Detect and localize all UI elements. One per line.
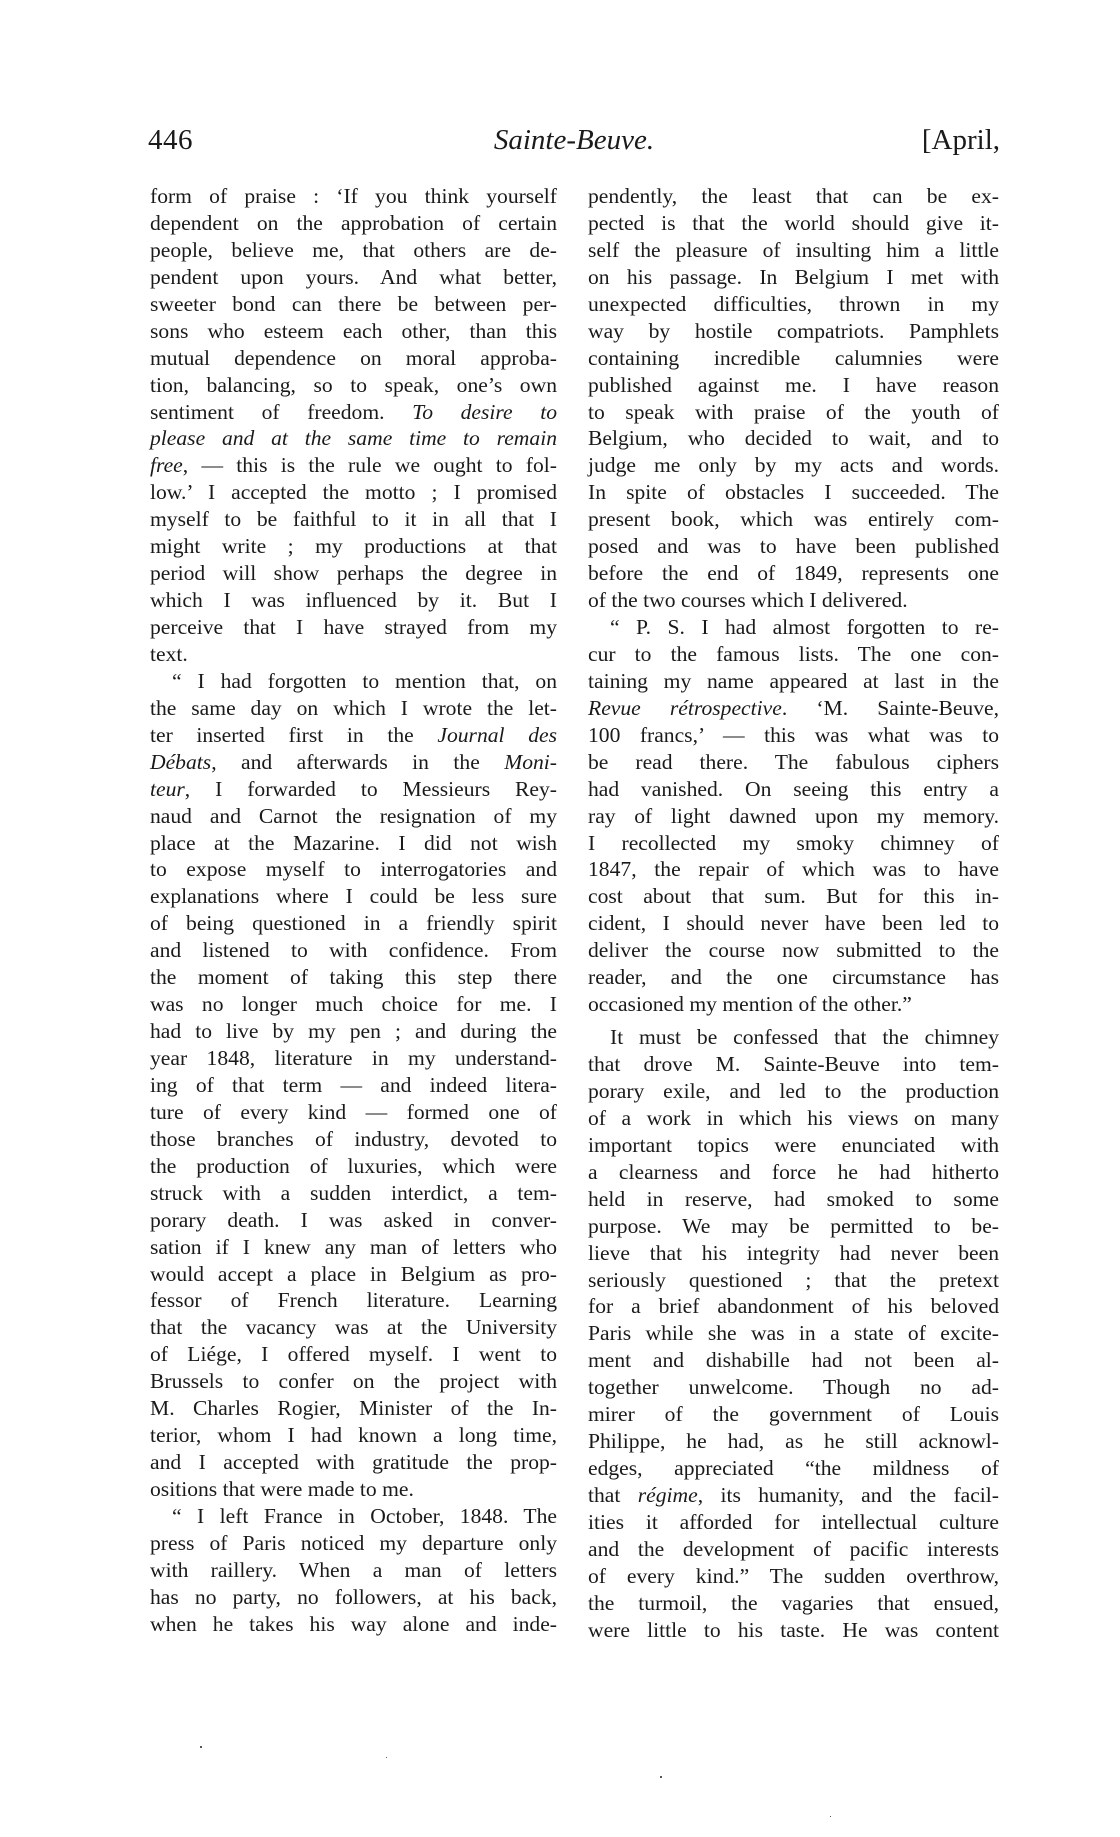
text-line <box>150 291 557 318</box>
text-line <box>588 1617 999 1644</box>
scan-speck <box>660 1776 662 1778</box>
text-segment: 100 francs,’ — this was what was to <box>588 722 999 747</box>
text-line <box>150 1341 557 1368</box>
text-line <box>150 372 557 399</box>
text-line <box>588 722 999 749</box>
text-segment: Paris while she was in a state of excite- <box>588 1321 999 1346</box>
text-line <box>588 1455 999 1482</box>
text-segment: dependent on the approbation of certain <box>150 210 557 235</box>
text-line <box>588 425 999 452</box>
text-segment: with raillery. When a man of letters <box>150 1557 557 1582</box>
text-line <box>588 856 999 883</box>
text-segment: way by hostile compatriots. Pamphlets <box>588 318 999 343</box>
text-segment: would accept a place in Belgium as pro- <box>150 1261 557 1286</box>
text-line <box>150 1261 557 1288</box>
text-line <box>588 183 999 210</box>
text-segment: before the end of 1849, represents one <box>588 561 999 586</box>
text-segment: unexpected difficulties, thrown in my <box>588 291 999 316</box>
text-segment: sation if I knew any man of letters who <box>150 1234 557 1259</box>
italic-text: Journal des <box>437 722 557 747</box>
text-line <box>588 883 999 910</box>
text-line <box>588 1186 999 1213</box>
text-segment: , I forwarded to Messieurs Rey- <box>184 776 557 801</box>
text-line <box>588 452 999 479</box>
text-line <box>150 399 557 426</box>
text-line <box>150 668 557 695</box>
text-segment: ities it afforded for intellectual culture <box>588 1509 999 1534</box>
text-segment: had to live by my pen ; and during the <box>150 1019 557 1044</box>
text-segment: M. Charles Rogier, Minister of the In- <box>150 1396 557 1421</box>
text-segment: occasioned my mention of the other.” <box>588 992 912 1017</box>
text-segment: struck with a sudden interdict, a tem- <box>150 1180 557 1205</box>
text-line <box>150 1287 557 1314</box>
text-segment: porary exile, and led to the production <box>588 1078 999 1103</box>
text-line <box>588 1374 999 1401</box>
text-segment: mirer of the government of Louis <box>588 1402 999 1427</box>
text-segment: pendent upon yours. And what better, <box>150 264 557 289</box>
text-segment: Philippe, he had, as he still acknowl- <box>588 1429 999 1454</box>
text-segment: ing of that term — and indeed litera- <box>150 1072 557 1097</box>
italic-text: To desire to <box>412 399 558 424</box>
text-line <box>150 183 557 210</box>
running-head <box>148 122 1000 158</box>
text-line <box>150 479 557 506</box>
text-segment: press of Paris noticed my departure only <box>150 1530 557 1555</box>
text-column-left <box>150 183 557 1638</box>
text-segment: mutual dependence on moral approba- <box>150 345 557 370</box>
text-segment: was no longer much choice for me. I <box>150 992 557 1017</box>
text-line <box>588 937 999 964</box>
text-segment: ray of light dawned upon my memory. <box>588 803 999 828</box>
text-line <box>150 1422 557 1449</box>
running-title: Sainte-Beuve. <box>493 124 655 156</box>
text-line <box>588 1267 999 1294</box>
text-line <box>588 533 999 560</box>
text-segment: present book, which was entirely com- <box>588 507 999 532</box>
text-line <box>150 722 557 749</box>
text-segment: cident, I should never have been led to <box>588 911 999 936</box>
text-line <box>588 587 999 614</box>
text-segment: deliver the course now submitted to the <box>588 938 999 963</box>
text-line <box>150 1234 557 1261</box>
text-line <box>150 1180 557 1207</box>
italic-text: Débats <box>150 749 212 774</box>
text-line <box>150 345 557 372</box>
issue-month: [April, <box>921 124 1000 156</box>
text-line <box>150 1557 557 1584</box>
text-segment: purpose. We may be permitted to be- <box>588 1213 999 1238</box>
text-line <box>150 776 557 803</box>
text-segment: containing incredible calumnies were <box>588 345 999 370</box>
text-line <box>150 1072 557 1099</box>
text-segment: year 1848, literature in my understand- <box>150 1046 557 1070</box>
text-line <box>150 749 557 776</box>
text-segment: Belgium, who decided to wait, and to <box>588 426 999 451</box>
text-line <box>588 372 999 399</box>
text-segment: , and afterwards in the <box>211 749 505 774</box>
text-segment: It must be confessed that the chimney <box>610 1025 999 1050</box>
italic-text: Moni- <box>504 749 557 774</box>
text-segment: has no party, no followers, at his back, <box>150 1584 557 1609</box>
text-segment: cost about that sum. But for this in- <box>588 884 999 909</box>
text-segment: “ P. S. I had almost forgotten to re- <box>610 615 999 639</box>
text-segment: self the pleasure of insulting him a little <box>588 237 999 262</box>
text-segment: together unwelcome. Though no ad- <box>588 1375 999 1400</box>
text-segment: held in reserve, had smoked to some <box>588 1186 999 1211</box>
italic-text: please and at the same time to remain <box>150 426 557 451</box>
text-line <box>150 856 557 883</box>
text-line <box>150 1018 557 1045</box>
text-segment: were little to his taste. He was content <box>588 1617 999 1642</box>
text-segment: for a brief abandonment of his beloved <box>588 1294 999 1319</box>
text-segment: I recollected my smoky chimney of <box>588 830 999 855</box>
text-line <box>588 1320 999 1347</box>
text-line <box>588 1536 999 1563</box>
italic-text: régime <box>637 1483 698 1507</box>
text-segment: In spite of obstacles I succeeded. The <box>588 480 999 505</box>
text-line <box>150 937 557 964</box>
text-segment: had vanished. On seeing this entry a <box>588 776 999 801</box>
text-line <box>150 318 557 345</box>
text-segment: posed and was to have been published <box>588 534 999 559</box>
text-segment: place at the Mazarine. I did not wish <box>150 830 557 855</box>
text-segment: judge me only by my acts and words. <box>588 453 999 478</box>
text-segment: of every kind.” The sudden overthrow, <box>588 1563 999 1588</box>
text-segment: edges, appreciated “the mildness of <box>588 1456 999 1481</box>
text-segment: to expose myself to interrogatories and <box>150 857 557 882</box>
text-segment: and I accepted with gratitude the prop- <box>150 1450 557 1475</box>
text-segment: sentiment of freedom. <box>150 399 413 424</box>
text-segment: important topics were enunciated with <box>588 1132 999 1157</box>
text-line <box>150 587 557 614</box>
text-segment: low.’ I accepted the motto ; I promised <box>150 480 557 505</box>
italic-text: Revue rétrospective <box>588 695 782 720</box>
text-segment: “ I had forgotten to mention that, on <box>172 668 557 693</box>
text-line <box>150 1530 557 1557</box>
text-segment: ture of every kind — formed one of <box>150 1099 557 1124</box>
text-line <box>588 1563 999 1590</box>
text-line <box>150 614 557 641</box>
text-segment: the turmoil, the vagaries that ensued, <box>588 1590 999 1615</box>
text-segment: , — this is the rule we ought to fol- <box>182 453 557 478</box>
text-line <box>588 830 999 857</box>
text-segment: people, believe me, that others are de- <box>150 237 557 262</box>
text-line <box>150 964 557 991</box>
text-column-right <box>588 183 999 1644</box>
text-line <box>150 1476 557 1503</box>
text-line <box>150 1611 557 1638</box>
text-line <box>588 1428 999 1455</box>
text-segment: seriously questioned ; that the pretext <box>588 1267 999 1292</box>
text-segment: the production of luxuries, which were <box>150 1153 557 1178</box>
text-segment: . ‘M. Sainte-Beuve, <box>781 695 1000 720</box>
text-line <box>588 237 999 264</box>
text-line <box>588 641 999 668</box>
text-segment: the moment of taking this step there <box>150 965 557 990</box>
text-line <box>588 1078 999 1105</box>
text-segment: that the vacancy was at the University <box>150 1315 557 1340</box>
text-line <box>588 695 999 722</box>
text-line <box>588 560 999 587</box>
text-line <box>588 1105 999 1132</box>
text-segment: might write ; my productions at that <box>150 534 557 559</box>
text-line <box>150 506 557 533</box>
text-segment: sons who esteem each other, than this <box>150 318 557 343</box>
text-line <box>588 991 999 1018</box>
text-line <box>588 291 999 318</box>
text-line <box>588 345 999 372</box>
scan-speck <box>200 1746 202 1748</box>
text-line <box>588 1401 999 1428</box>
text-line <box>150 264 557 291</box>
text-line <box>150 210 557 237</box>
text-segment: the same day on which I wrote the let- <box>150 695 557 720</box>
text-segment: Brussels to confer on the project with <box>150 1369 557 1394</box>
text-line <box>588 1051 999 1078</box>
text-line <box>150 910 557 937</box>
text-segment: published against me. I have reason <box>588 372 999 397</box>
text-segment: sweeter bond can there be between per- <box>150 291 557 316</box>
text-line <box>588 1590 999 1617</box>
text-segment: form of praise : ‘If you think yourself <box>150 184 557 208</box>
scan-speck <box>830 1816 831 1817</box>
text-segment: perceive that I have strayed from my <box>150 615 557 639</box>
text-line <box>588 803 999 830</box>
text-segment: ter inserted first in the <box>150 722 438 747</box>
text-line <box>588 318 999 345</box>
text-line <box>588 776 999 803</box>
text-segment: naud and Carnot the resignation of my <box>150 803 557 828</box>
text-line <box>150 1449 557 1476</box>
text-segment: of the two courses which I delivered. <box>588 588 908 613</box>
text-segment: myself to be faithful to it in all that I <box>150 507 557 532</box>
text-line <box>150 533 557 560</box>
text-line <box>150 1207 557 1234</box>
text-line <box>588 964 999 991</box>
text-segment: ment and dishabille had not been al- <box>588 1348 999 1373</box>
text-line <box>150 803 557 830</box>
italic-text: free <box>150 453 183 478</box>
text-line <box>150 883 557 910</box>
text-segment: on his passage. In Belgium I met with <box>588 264 999 289</box>
text-line <box>588 1132 999 1159</box>
text-segment: ositions that were made to me. <box>150 1477 414 1501</box>
text-line <box>150 1584 557 1611</box>
text-line <box>150 1153 557 1180</box>
text-line <box>150 452 557 479</box>
text-line <box>588 1159 999 1186</box>
text-segment: and listened to with confidence. From <box>150 938 557 963</box>
text-segment: when he takes his way alone and inde- <box>150 1611 557 1636</box>
text-line <box>588 1240 999 1267</box>
scan-speck <box>386 1757 387 1758</box>
italic-text: teur <box>150 776 185 801</box>
text-line <box>588 668 999 695</box>
text-line <box>150 695 557 722</box>
text-line <box>588 506 999 533</box>
text-line <box>150 830 557 857</box>
page-number: 446 <box>148 124 193 156</box>
text-segment: pendently, the least that can be ex- <box>588 184 999 208</box>
text-segment: pected is that the world should give it- <box>588 210 999 235</box>
text-line <box>588 210 999 237</box>
text-segment: of Liége, I offered myself. I went to <box>150 1342 557 1367</box>
text-line <box>150 237 557 264</box>
text-segment: “ I left France in October, 1848. The <box>172 1503 557 1528</box>
text-segment: of a work in which his views on many <box>588 1105 999 1130</box>
text-line <box>588 1347 999 1374</box>
text-segment: be read there. The fabulous ciphers <box>588 749 999 774</box>
text-segment: fessor of French literature. Learning <box>150 1288 557 1313</box>
text-line <box>588 264 999 291</box>
text-line <box>588 1293 999 1320</box>
text-line <box>150 425 557 452</box>
text-line <box>150 991 557 1018</box>
text-segment: porary death. I was asked in conver- <box>150 1207 557 1232</box>
text-line <box>150 1045 557 1072</box>
text-line <box>150 1503 557 1530</box>
text-line <box>588 1509 999 1536</box>
text-segment: and the development of pacific interests <box>588 1536 999 1561</box>
text-segment: a clearness and force he had hitherto <box>588 1159 999 1184</box>
text-line <box>150 1395 557 1422</box>
text-segment: tion, balancing, so to speak, one’s own <box>150 372 557 397</box>
text-segment: of being questioned in a friendly spirit <box>150 911 557 936</box>
text-segment: , its humanity, and the facil- <box>697 1483 1000 1507</box>
text-line <box>588 1213 999 1240</box>
text-line <box>588 1482 999 1509</box>
text-line <box>150 1126 557 1153</box>
text-segment: period will show perhaps the degree in <box>150 561 557 586</box>
text-line <box>150 641 557 668</box>
text-segment: those branches of industry, devoted to <box>150 1126 557 1151</box>
text-segment: taining my name appeared at last in the <box>588 668 999 693</box>
text-line <box>588 399 999 426</box>
text-line <box>150 1314 557 1341</box>
text-segment: lieve that his integrity had never been <box>588 1240 999 1265</box>
text-segment: which I was influenced by it. But I <box>150 588 557 613</box>
text-segment: terior, whom I had known a long time, <box>150 1423 557 1448</box>
text-segment: cur to the famous lists. The one con- <box>588 641 999 666</box>
text-line <box>588 614 999 641</box>
text-line <box>150 1099 557 1126</box>
text-line <box>588 479 999 506</box>
text-line <box>588 910 999 937</box>
text-segment: text. <box>150 641 188 666</box>
text-segment: reader, and the one circumstance has <box>588 965 999 990</box>
text-line <box>588 1024 999 1051</box>
text-segment: to speak with praise of the youth of <box>588 399 999 424</box>
text-segment: that drove M. Sainte-Beuve into tem- <box>588 1052 999 1076</box>
text-segment: explanations where I could be less sure <box>150 884 557 909</box>
text-segment: that <box>588 1483 638 1507</box>
text-segment: 1847, the repair of which was to have <box>588 857 999 882</box>
text-line <box>150 560 557 587</box>
text-line <box>150 1368 557 1395</box>
text-line <box>588 749 999 776</box>
